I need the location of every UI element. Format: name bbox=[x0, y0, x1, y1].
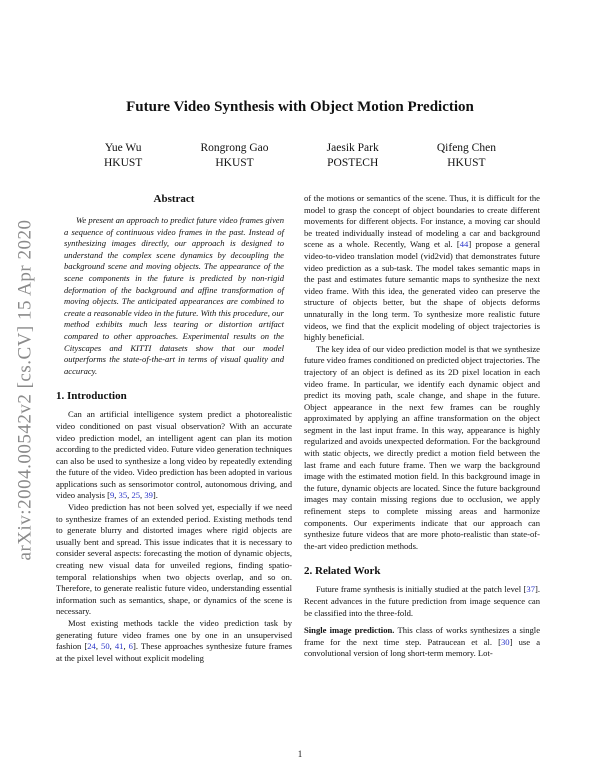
intro-paragraph-continued: of the motions or semantics of the scene. Thus, it is difficult for the model to grasp the concept of object boundaries to create different movements for different objects. For instance, a moving car should be treated individually instead of modeling a car and background scene as a whole. Recently, Wang et al. [44] propose a general video-to-video translation model (vid2vid) that demonstrates future video prediction as a sub-task. The model takes semantic maps in the past and estimates future semantic maps to synthesize the next video frame. With this idea, the generated video can preserve the structure of objects better, but the shape of objects deforms unnaturally in the long term. To synthesize more realistic future videos, we find that the explicit modeling of object trajectories is highly beneficial. bbox=[304, 193, 540, 343]
citation-link[interactable]: 50 bbox=[101, 641, 110, 652]
page-number: 1 bbox=[297, 749, 303, 759]
abstract-text: We present an approach to predict future video frames given a sequence of continuous video frames in the past. Instead of synthesizing images directly, our approach is designed to understand the complex scene dynamics by decoupling the background scene and moving objects. The appearance of the scene components in the future is predicted by non-rigid deformation of the background and affine transformation of moving objects. The anticipated appearances are combined to create a reasonable video in the future. With this procedure, our method exhibits much less tearing or distortion artifact compared to other approaches. Experimental results on the Cityscapes and KITTI datasets show that our model outperforms the state-of-the-art in terms of visual quality and accuracy. bbox=[64, 215, 284, 376]
author bbox=[100, 141, 146, 171]
citation-link[interactable]: 30 bbox=[501, 636, 510, 647]
intro-paragraph-5: The key idea of our video prediction model is that we synthesize future video frames conditioned on predicted object trajectories. The trajectory of an object is defined as its 2D pixel location in each video frame. In particular, we identify each dynamic object and predict its moving path, scale change, and shape in the future. Object appearance in the next few frames can be roughly approximated by applying an affine transformation on the object segment in the last input frame. In this way, appearance is highly regularized and avoids unexpected deformation. For the background with static objects, we directly predict a motion field between the last frame and each future frame. Then we warp the background image with the estimated motion field. In this background image in the future, dynamic objects are located. Since the future background images may contain missing regions due to occlusion, we apply refinement steps to complete missing areas and harmonize components. Our experiments indicate that our approach can synthesize future videos that are more photo-realistic than state-of-the-art video prediction methods. bbox=[304, 343, 540, 551]
citation-link[interactable]: 41 bbox=[114, 641, 124, 652]
author-name: Yue Wu bbox=[104, 142, 142, 154]
author bbox=[323, 141, 383, 171]
citation-link[interactable]: 44 bbox=[459, 239, 469, 250]
abstract-heading: Abstract bbox=[153, 193, 195, 205]
arxiv-identifier: arXiv:2004.00542v2 [cs.CV] 15 Apr 2020 bbox=[14, 219, 36, 561]
citation-link[interactable]: 39 bbox=[144, 490, 153, 501]
related-paragraph-2: Single image prediction. This class of works synthesizes a single frame for the next time step. Patraucean et al. [30] use a convolutional version of long short-term memory. Lot- bbox=[304, 625, 541, 659]
author-affiliation: HKUST bbox=[447, 157, 486, 169]
section-heading-related-work: 2. Related Work bbox=[304, 565, 381, 578]
author-name: Jaesik Park bbox=[326, 142, 379, 154]
citation-link[interactable]: 24 bbox=[87, 641, 96, 652]
left-column bbox=[56, 193, 292, 664]
author-affiliation: POSTECH bbox=[327, 157, 379, 169]
intro-paragraph-3: Most existing methods tackle the video prediction task by generating future video frames one by one in an unsupervised fashion [24, 50, 41, 6]. These approaches synthesize future frames at the pixel level without explicit modeling bbox=[56, 618, 293, 663]
intro-paragraph-1: Can an artificial intelligence system predict a photorealistic video conditioned on past visual observation? With an accurate video prediction model, an intelligent agent can plan its motion according to the predicted video. Future video generation techniques can also be used to synthesize a long video by repeatedly extending the future of the video. Video prediction has been adopted in various applications such as sensorimotor control, autonomous driving, and video analysis [9, 35, 25, 39]. bbox=[56, 409, 293, 501]
arxiv-sidebar-stamp bbox=[6, 190, 44, 590]
runin-heading: Single image prediction. bbox=[304, 625, 395, 636]
author-name: Qifeng Chen bbox=[436, 142, 496, 154]
citation-link[interactable]: 25 bbox=[131, 490, 141, 501]
citation-link[interactable]: 35 bbox=[118, 490, 128, 501]
author-name: Rongrong Gao bbox=[200, 142, 269, 154]
author-list bbox=[100, 141, 500, 171]
author-affiliation: HKUST bbox=[215, 157, 254, 169]
author bbox=[196, 141, 272, 171]
citation-link[interactable]: 6 bbox=[128, 641, 133, 652]
right-column bbox=[304, 193, 540, 660]
paper-title: Future Video Synthesis with Object Motion Prediction bbox=[126, 99, 474, 115]
author bbox=[433, 141, 500, 171]
citation-link[interactable]: 37 bbox=[526, 584, 535, 595]
section-heading-introduction: 1. Introduction bbox=[56, 390, 127, 403]
author-affiliation: HKUST bbox=[104, 157, 143, 169]
related-paragraph-1: Future frame synthesis is initially studied at the patch level [37]. Recent advances in the future prediction from image sequence can be classified into the three-fold. bbox=[304, 584, 540, 618]
citation-link[interactable]: 9 bbox=[109, 490, 115, 501]
intro-paragraph-2: Video prediction has not been solved yet, especially if we need to synthesize frames of an extended period. Existing methods tend to generate blurry and distorted images where rigid objects are usually bent and spread. This issue indicates that it is necessary to consider several aspects: forecasting the motion of dynamic objects, creating new visual data for unveiled regions, finding spatio-temporal relationships when two objects overlap, and so on. Therefore, to generate realistic future video, understanding essential information such as semantics, shape, or dynamics of the scene is necessary. bbox=[56, 502, 292, 617]
